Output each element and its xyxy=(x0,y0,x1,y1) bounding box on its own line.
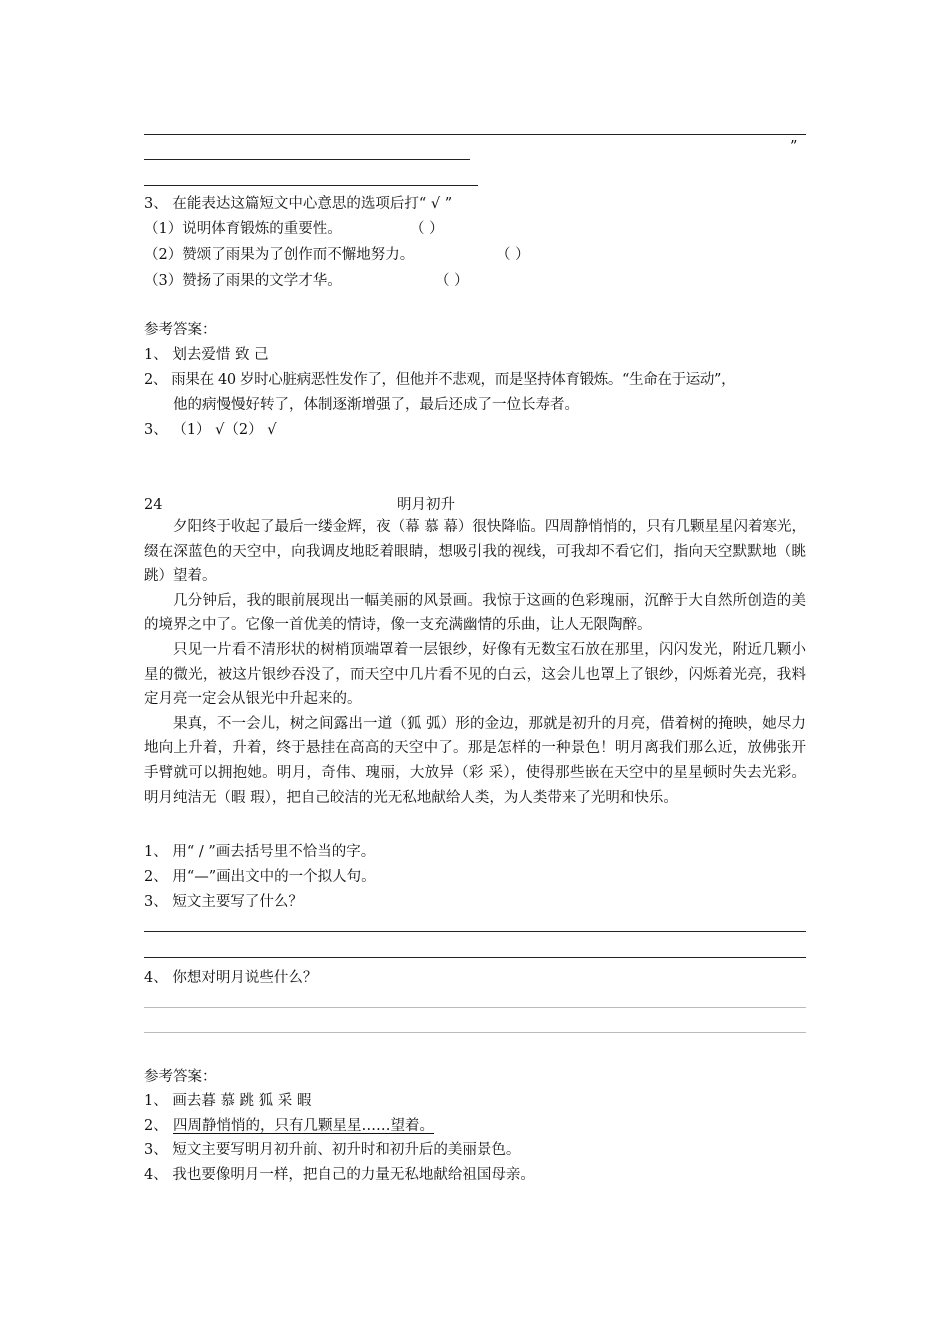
option-2: （2）赞颂了雨果为了创作而不懈地努力。 xyxy=(144,247,415,263)
question-1: 1、 用“ / ”画去括号里不恰当的字。 xyxy=(144,844,376,860)
answers-2-item-3: 3、 短文主要写明月初升前、初升时和初升后的美丽景色。 xyxy=(144,1142,521,1158)
article-body xyxy=(144,515,806,810)
answers-2-item-2-text: 四周静悄悄的，只有几颗星星……望着。 xyxy=(173,1118,434,1134)
option-2-paren: （ ） xyxy=(496,247,530,263)
option-1-paren: （ ） xyxy=(410,221,444,237)
answer-line-2 xyxy=(144,159,470,160)
question-4: 4、 你想对明月说些什么？ xyxy=(144,970,318,986)
question-4-answer-line-2 xyxy=(144,1032,806,1033)
answer-line-3 xyxy=(144,185,478,186)
answers-1-item-2: 2、 雨果在 40 岁时心脏病恶性发作了，但他并不悲观，而是坚持体育锻炼。“生命在于运动”， xyxy=(144,372,736,388)
answer-line-1 xyxy=(144,134,806,135)
answers-2-title: 参考答案： xyxy=(144,1069,217,1085)
answers-2-item-2-number: 2、 xyxy=(144,1118,168,1134)
option-3-paren: （ ） xyxy=(435,273,469,289)
article-title: 明月初升 xyxy=(397,497,455,513)
answers-2-item-1: 1、 画去暮 慕 跳 狐 采 暇 xyxy=(144,1093,312,1109)
question-3: 3、 短文主要写了什么？ xyxy=(144,894,303,910)
answers-1-item-2-cont: 他的病慢慢好转了，体制逐渐增强了，最后还成了一位长寿者。 xyxy=(173,397,579,413)
answers-1-title: 参考答案： xyxy=(144,322,217,338)
article-paragraph-4: 果真，不一会儿，树之间露出一道（狐 弧）形的金边，那就是初升的月亮，借着树的掩映，她尽力地向上升着，升着，终于悬挂在高高的天空中了。那是怎样的一种景色！明月离我们那么近，放佛张开手臂就可以拥抱她。明月，奇伟、瑰丽，大放异（彩 采），使得那些嵌在天空中的星星顿时失去光彩。明月纯洁无（暇 瑕），把自己皎洁的光无私地献给人类，为人类带来了光明和快乐。 xyxy=(144,715,806,806)
option-3: （3）赞扬了雨果的文学才华。 xyxy=(144,273,342,289)
answers-1-item-3: 3、 （1） √（2） √ xyxy=(144,422,277,438)
article-number: 24 xyxy=(144,497,163,513)
answers-2-item-4: 4、 我也要像明月一样，把自己的力量无私地献给祖国母亲。 xyxy=(144,1167,535,1183)
question-3-answer-line-2 xyxy=(144,957,806,958)
article-paragraph-1: 夕阳终于收起了最后一缕金辉，夜（幕 慕 幕）很快降临。四周静悄悄的，只有几颗星星闪着寒光，缀在深蓝色的天空中，向我调皮地眨着眼睛，想吸引我的视线，可我却不看它们，指向天空默默地（眺 跳）望着。 xyxy=(144,519,806,585)
question-2: 2、 用“—”画出文中的一个拟人句。 xyxy=(144,869,376,885)
closing-quote-mark: ” xyxy=(790,139,798,155)
question-3-answer-line-1 xyxy=(144,931,806,932)
option-1: （1）说明体育锻炼的重要性。 xyxy=(144,221,342,237)
question-4-answer-line-1 xyxy=(144,1007,806,1008)
article-paragraph-3: 只见一片看不清形状的树梢顶端罩着一层银纱，好像有无数宝石放在那里，闪闪发光，附近几颗小星的微光，被这片银纱吞没了，而天空中几片看不见的白云，这会儿也罩上了银纱，闪烁着光亮，我料定月亮一定会从银光中升起来的。 xyxy=(144,641,806,708)
answers-1-item-1: 1、 划去爱惜 致 己 xyxy=(144,347,269,363)
article-paragraph-2: 几分钟后，我的眼前展现出一幅美丽的风景画。我惊于这画的色彩瑰丽，沉醉于大自然所创造的美的境界之中了。它像一首优美的情诗，像一支充满幽情的乐曲，让人无限陶醉。 xyxy=(144,592,806,634)
q3-prompt: 3、 在能表达这篇短文中心意思的选项后打“ √ ” xyxy=(144,196,453,212)
